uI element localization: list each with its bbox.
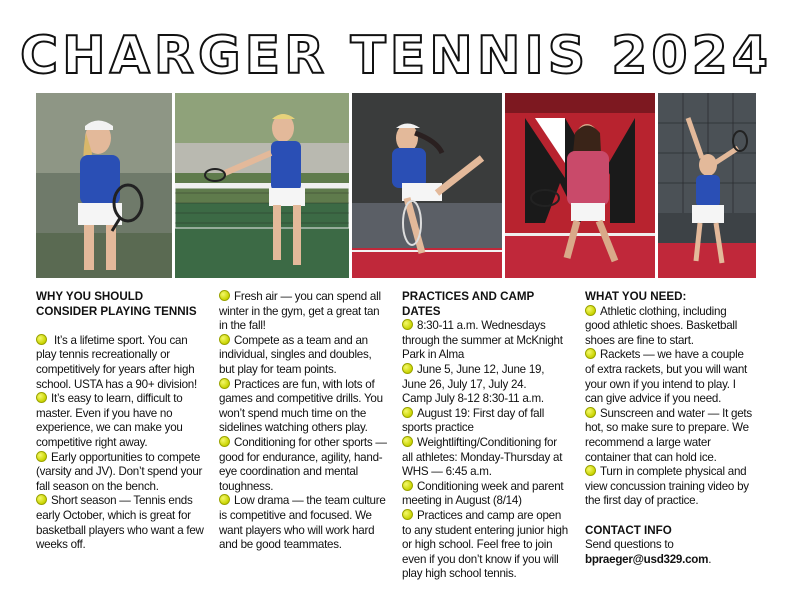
why-item: Conditioning for other sports — good for endurance, agility, hand-eye coordination and mental toughness. — [219, 435, 387, 493]
need-item: Sunscreen and water — It gets hot, so make sure to prepare. We recommend a large water container that can hold ice. — [585, 406, 752, 464]
tennis-ball-icon — [36, 392, 47, 403]
page-title: CHARGER TENNIS 2024 — [20, 26, 772, 86]
why-column-continued — [219, 290, 387, 553]
tennis-player-photo — [36, 93, 172, 278]
why-item: Fresh air — you can spend all winter in the gym, get a great tan in the fall! — [219, 290, 381, 333]
practice-item: Conditioning week and parent meeting in August (8/14) — [402, 479, 564, 508]
practice-item: Practices and camp are open to any student entering junior high or high school. Feel free to join even if you don’t know if you will play high school tennis. — [402, 508, 568, 581]
need-item: Athletic clothing, including good athletic shoes. Basketball shoes are fine to start. — [585, 304, 738, 347]
contact-email[interactable]: bpraeger@usd329.com — [585, 552, 709, 566]
tennis-ball-icon — [402, 509, 413, 520]
photo-player-4 — [505, 93, 655, 278]
tennis-ball-icon — [402, 319, 413, 330]
tennis-ball-icon — [585, 348, 596, 359]
tennis-ball-icon — [402, 407, 413, 418]
tennis-ball-icon — [402, 480, 413, 491]
tennis-player-lunging-photo — [352, 93, 502, 278]
tennis-ball-icon — [402, 436, 413, 447]
practice-item: 8:30-11 a.m. Wednesdays through the summer at McKnight Park in Alma — [402, 319, 563, 362]
why-column — [36, 290, 204, 553]
needs-column — [585, 290, 753, 567]
photo-strip — [36, 93, 756, 278]
tennis-ball-icon — [585, 305, 596, 316]
why-item: Compete as a team and an individual, singles and doubles, but play for team points. — [219, 333, 372, 376]
tennis-ball-icon — [36, 334, 47, 345]
photo-player-2 — [175, 93, 349, 278]
contact-line: Send questions to — [585, 538, 674, 552]
why-item: It’s easy to learn, difficult to master. Even if you have no experience, we can make you competitive right away. — [36, 392, 183, 449]
why-item: Low drama — the team culture is competitive and focused. We want players who will work hard and be good teammates. — [219, 494, 386, 552]
tennis-ball-icon — [585, 407, 596, 418]
need-item: Rackets — we have a couple of extra rackets, but you will want your own if you intend to play. I can give advice if you need. — [585, 348, 748, 406]
tennis-player-serving-photo — [658, 93, 756, 278]
practice-item: August 19: First day of fall sports practice — [402, 406, 545, 435]
need-item: Turn in complete physical and view concussion training video by the first day of practice. — [585, 465, 749, 508]
photo-player-3 — [352, 93, 502, 278]
tennis-ball-icon — [36, 494, 47, 505]
tennis-ball-icon — [219, 436, 230, 447]
why-item: Practices are fun, with lots of games and competitive drills. You won’t spend much time on the sidelines watching others play. — [219, 377, 383, 435]
tennis-ball-icon — [219, 378, 230, 389]
photo-player-5 — [658, 93, 756, 278]
needs-heading: WHAT YOU NEED: — [585, 290, 687, 303]
why-item: Early opportunities to compete (varsity and JV). Don’t spend your fall season on the bench. — [36, 450, 203, 493]
contact-heading: CONTACT INFO — [585, 523, 672, 537]
contact-email-line: bpraeger@usd329.com. — [585, 552, 712, 566]
practices-column — [402, 290, 570, 582]
tennis-ball-icon — [36, 451, 47, 462]
tennis-ball-icon — [219, 494, 230, 505]
practice-item: Weightlifting/Conditioning for all athletes: Monday-Thursday at WHS — 6:45 a.m. — [402, 435, 563, 479]
tennis-player-red-hoodie-photo — [505, 93, 655, 278]
why-item: It’s a lifetime sport. You can play tennis recreationally or competitively for years after high school. USTA has a 90+ division! — [36, 333, 197, 391]
tennis-ball-icon — [585, 465, 596, 476]
practice-item: June 5, June 12, June 19, June 26, July 17, July 24. — [402, 362, 545, 391]
practice-item: Camp July 8-12 8:30-11 a.m. — [402, 392, 544, 406]
tennis-ball-icon — [402, 363, 413, 374]
why-heading: WHY YOU SHOULD CONSIDER PLAYING TENNIS — [36, 290, 197, 318]
tennis-ball-icon — [219, 334, 230, 345]
photo-player-1 — [36, 93, 172, 278]
tennis-player-at-net-photo — [175, 93, 349, 278]
practices-heading: PRACTICES AND CAMP DATES — [402, 290, 535, 318]
tennis-ball-icon — [219, 290, 230, 301]
why-item: Short season — Tennis ends early October, which is great for basketball players who want a few weeks off. — [36, 494, 204, 552]
